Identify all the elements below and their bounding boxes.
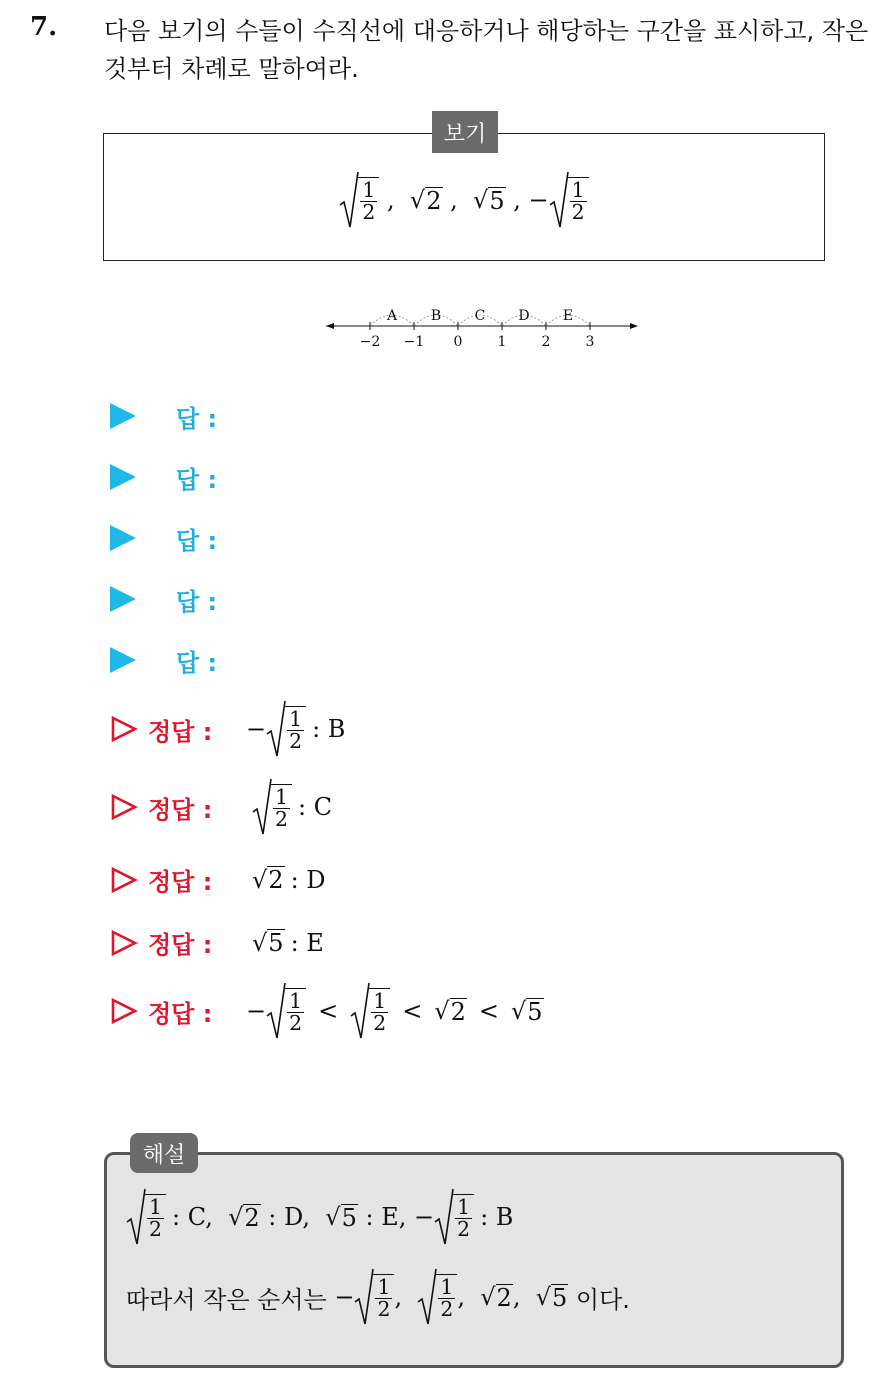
play-triangle-icon	[110, 647, 136, 673]
interval-label-c: C	[474, 308, 486, 324]
solution-row	[110, 925, 324, 960]
question-number: 7.	[30, 12, 58, 42]
tick-label: 3	[585, 334, 595, 350]
solution-label: 정답 :	[148, 795, 213, 824]
interval-label-e: E	[562, 308, 574, 324]
solution-row	[110, 700, 345, 758]
solution-row	[110, 778, 332, 836]
interval-label-d: D	[518, 308, 530, 324]
answer-label: 답 :	[176, 587, 218, 616]
sqrt-two: √ 2	[409, 186, 442, 215]
play-triangle-icon	[110, 464, 136, 490]
outline-triangle-icon	[110, 997, 138, 1025]
solution-math: − $\frac{1}{2}$ < $\frac{1}{2}$ < √ 2 < √ 5	[226, 982, 544, 1040]
solution-math: $\frac{1}{2}$ : C	[226, 778, 332, 836]
sqrt-half: $\frac{1}{2}$	[339, 171, 379, 229]
solution-math: √ 2 : D	[252, 865, 326, 895]
answer-row	[110, 457, 217, 497]
answer-row	[110, 396, 217, 436]
play-triangle-icon	[110, 403, 136, 429]
solution-label: 정답 :	[148, 868, 213, 896]
sqrt-five: √ 5	[473, 186, 505, 215]
outline-triangle-icon	[110, 929, 138, 957]
answer-label: 답 :	[176, 526, 218, 555]
tick-label: 1	[497, 334, 507, 350]
bogi-label: 보기	[432, 111, 498, 153]
explanation-prefix: 따라서 작은 순서는	[126, 1285, 327, 1314]
solution-row	[110, 982, 544, 1040]
solution-row	[110, 862, 326, 897]
solution-label: 정답 :	[148, 931, 213, 959]
tick-label: −2	[359, 334, 381, 350]
answer-row	[110, 518, 217, 558]
explanation-suffix: 이다.	[575, 1285, 630, 1314]
answer-label: 답 :	[176, 648, 218, 677]
question-text: 다음 보기의 수들이 수직선에 대응하거나 해당하는 구간을 표시하고, 작은 것부터 차례로 말하여라.	[104, 17, 869, 83]
explanation-line-2: 따라서 작은 순서는 − $\frac{1}{2}$ , $\frac{1}{2}$ , √ 2 , √ 5 이다.	[126, 1268, 630, 1326]
answer-row	[110, 579, 217, 619]
interval-label-b: B	[430, 308, 442, 324]
solution-label: 정답 :	[148, 717, 213, 746]
explanation-line-1: $\frac{1}{2}$ : C, √ 2 : D, √ 5 : E, − $\frac{1}{2}$ : B	[126, 1188, 513, 1246]
bogi-content: $\frac{1}{2}$ , √ 2 , √ 5 , − $\frac{1}{2}$	[103, 160, 825, 240]
explanation-label: 해설	[130, 1133, 198, 1173]
tick-label: −1	[403, 334, 425, 350]
explanation-box	[104, 1152, 844, 1368]
answer-label: 답 :	[176, 465, 218, 494]
neg-sqrt-half: $\frac{1}{2}$	[549, 171, 589, 229]
play-triangle-icon	[110, 586, 136, 612]
play-triangle-icon	[110, 525, 136, 551]
outline-triangle-icon	[110, 793, 138, 821]
outline-triangle-icon	[110, 866, 138, 894]
tick-label: 0	[453, 334, 463, 350]
solution-label: 정답 :	[148, 999, 213, 1028]
interval-label-a: A	[386, 308, 398, 324]
outline-triangle-icon	[110, 715, 138, 743]
tick-label: 2	[541, 334, 551, 350]
number-line	[320, 300, 650, 360]
solution-math: − $\frac{1}{2}$ : B	[226, 700, 345, 758]
answer-label: 답 :	[176, 404, 218, 433]
solution-math: √ 5 : E	[252, 928, 324, 958]
answer-row	[110, 640, 217, 680]
